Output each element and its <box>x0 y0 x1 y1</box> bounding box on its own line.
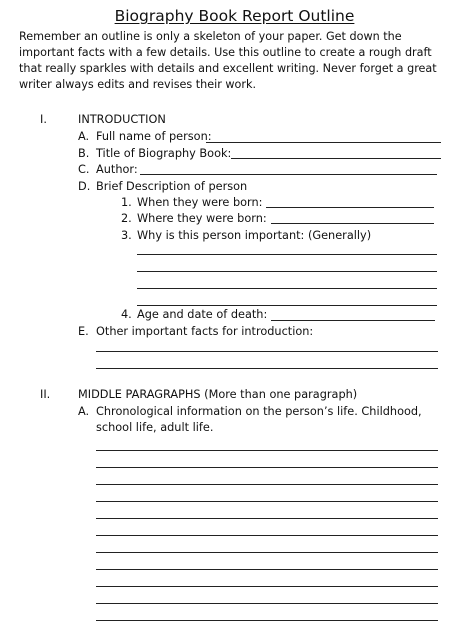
section-numeral: I. <box>40 113 47 126</box>
answer-line-book-title[interactable] <box>231 158 441 159</box>
intro-line: writer always edits and revises their work. <box>19 78 257 91</box>
item-label-other-facts: Other important facts for introduction: <box>96 325 314 338</box>
item-letter: A. <box>78 130 90 143</box>
answer-line-chronology[interactable] <box>96 552 438 553</box>
intro-line: important facts with a few details. Use this outline to create a rough draft <box>19 46 432 59</box>
answer-line-chronology[interactable] <box>96 586 438 587</box>
answer-line-chronology[interactable] <box>96 603 438 604</box>
answer-line-chronology[interactable] <box>96 535 438 536</box>
section-heading: INTRODUCTION <box>78 113 166 126</box>
answer-line-born-when[interactable] <box>266 207 434 208</box>
subitem-number: 4. <box>121 308 132 321</box>
item-letter: E. <box>78 325 89 338</box>
item-letter: A. <box>78 405 90 418</box>
answer-line-chronology[interactable] <box>96 501 438 502</box>
answer-line-full-name[interactable] <box>206 142 441 143</box>
answer-line-importance[interactable] <box>137 288 437 289</box>
subitem-label-importance: Why is this person important: (Generally) <box>137 229 372 242</box>
answer-line-other-facts[interactable] <box>96 351 438 352</box>
subitem-number: 2. <box>121 212 132 225</box>
answer-line-other-facts[interactable] <box>96 368 438 369</box>
page-title: Biography Book Report Outline <box>114 7 355 25</box>
item-letter: D. <box>78 180 91 193</box>
answer-line-chronology[interactable] <box>96 518 438 519</box>
item-label-full-name: Full name of person: <box>96 130 212 143</box>
subitem-number: 1. <box>121 196 132 209</box>
answer-line-importance[interactable] <box>137 271 437 272</box>
answer-line-author[interactable] <box>140 174 437 175</box>
item-label-description: Brief Description of person <box>96 180 248 193</box>
answer-line-chronology[interactable] <box>96 467 438 468</box>
item-label-book-title: Title of Biography Book: <box>96 147 232 160</box>
subitem-label-born-where: Where they were born: <box>137 212 267 225</box>
item-label-chronology: school life, adult life. <box>96 421 214 434</box>
subitem-label-born-when: When they were born: <box>137 196 263 209</box>
section-numeral: II. <box>40 388 51 401</box>
answer-line-born-where[interactable] <box>271 223 434 224</box>
intro-line: that really sparkles with details and excellent writing. Never forget a great <box>19 62 437 75</box>
answer-line-chronology[interactable] <box>96 484 438 485</box>
answer-line-death[interactable] <box>271 320 435 321</box>
answer-line-chronology[interactable] <box>96 620 438 621</box>
item-letter: C. <box>78 163 90 176</box>
intro-line: Remember an outline is only a skeleton of your paper. Get down the <box>19 30 402 43</box>
answer-line-importance[interactable] <box>137 254 437 255</box>
answer-line-importance[interactable] <box>137 305 437 306</box>
item-label-author: Author: <box>96 163 138 176</box>
answer-line-chronology[interactable] <box>96 450 438 451</box>
item-label-chronology: Chronological information on the person’s life. Childhood, <box>96 405 422 418</box>
answer-line-chronology[interactable] <box>96 569 438 570</box>
subitem-number: 3. <box>121 229 132 242</box>
subitem-label-death: Age and date of death: <box>137 308 268 321</box>
section-heading: MIDDLE PARAGRAPHS (More than one paragraph) <box>78 388 358 401</box>
item-letter: B. <box>78 147 90 160</box>
